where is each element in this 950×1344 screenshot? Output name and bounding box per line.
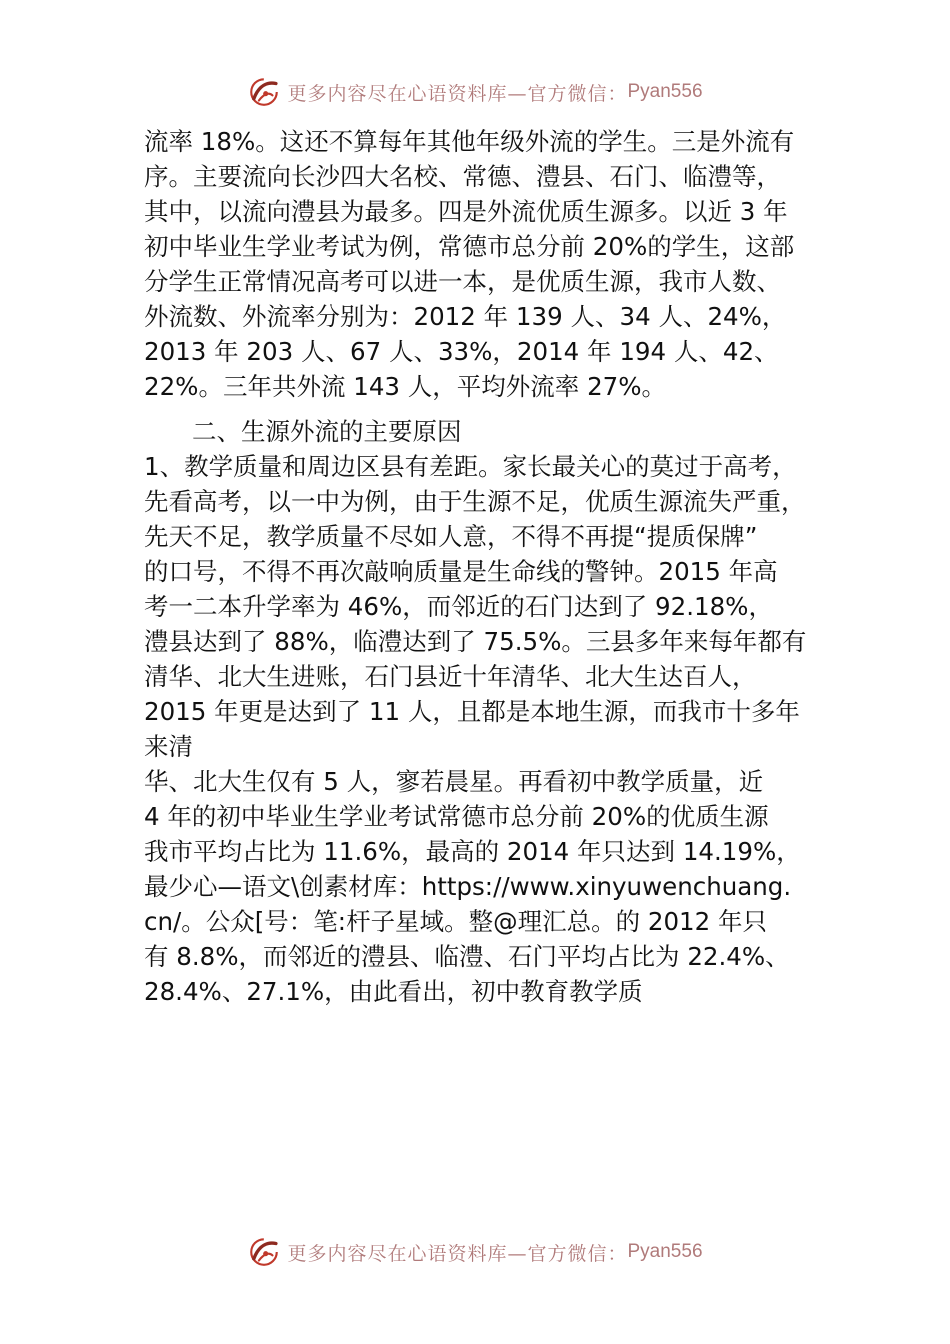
- banner-contact: Pyan556: [627, 81, 703, 102]
- brush-stroke-logo-icon: [247, 1235, 281, 1269]
- text-line: 我市平均占比为 11.6%，最高的 2014 年只达到 14.19%，: [144, 837, 801, 866]
- banner-text: 更多内容尽在心语资料库—官方微信：: [287, 1242, 628, 1265]
- text-line: 先天不足，教学质量不尽如人意，不得不再提“提质保牌”: [144, 522, 758, 551]
- text-line: cn/。公众[号：笔:杆子星域。整@理汇总。的 2012 年只: [144, 907, 767, 936]
- text-line: 有 8.8%，而邻近的澧县、临澧、石门平均占比为 22.4%、: [144, 942, 790, 971]
- text-line: 外流数、外流率分别为：2012 年 139 人、34 人、24%，: [144, 302, 787, 331]
- text-line: 22%。三年共外流 143 人，平均外流率 27%。: [144, 372, 667, 401]
- banner-text: 更多内容尽在心语资料库—官方微信：: [287, 82, 628, 105]
- text-line: 流率 18%。这还不算每年其他年级外流的学生。三是外流有: [144, 127, 795, 156]
- text-line: 1、教学质量和周边区县有差距。家长最关心的莫过于高考，: [144, 452, 797, 481]
- banner-contact: Pyan556: [627, 1241, 703, 1262]
- text-line: 来清: [144, 732, 193, 761]
- brush-stroke-logo-icon: [247, 75, 281, 109]
- text-line: 其中，以流向澧县为最多。四是外流优质生源多。以近 3 年: [144, 197, 788, 226]
- text-line: 先看高考，以一中为例，由于生源不足，优质生源流失严重，: [144, 487, 806, 516]
- text-line: 考一二本升学率为 46%，而邻近的石门达到了 92.18%，: [144, 592, 773, 621]
- text-line: 初中毕业生学业考试为例，常德市总分前 20%的学生，这部: [144, 232, 795, 261]
- text-line: 2015 年更是达到了 11 人，且都是本地生源，而我市十多年: [144, 697, 800, 726]
- text-line: 4 年的初中毕业生学业考试常德市总分前 20%的优质生源: [144, 802, 769, 831]
- document-body: [144, 124, 834, 1009]
- text-line: 华、北大生仅有 5 人，寥若晨星。再看初中教学质量，近: [144, 767, 764, 796]
- header-banner: [0, 72, 950, 112]
- text-line: 2013 年 203 人、67 人、33%，2014 年 194 人、42、: [144, 337, 779, 366]
- section-heading: 二、生源外流的主要原因: [192, 417, 462, 446]
- text-line: 澧县达到了 88%，临澧达到了 75.5%。三县多年来每年都有: [144, 627, 807, 656]
- text-line: 最少心—语文\创素材库：https://www.xinyuwenchuang.: [144, 872, 792, 901]
- text-line: 清华、北大生进账，石门县近十年清华、北大生达百人，: [144, 662, 757, 691]
- text-line: 分学生正常情况高考可以进一本，是优质生源，我市人数、: [144, 267, 781, 296]
- footer-banner: [0, 1232, 950, 1272]
- text-line: 28.4%、27.1%，由此看出，初中教育教学质: [144, 977, 643, 1006]
- text-line: 的口号，不得不再次敲响质量是生命线的警钟。2015 年高: [144, 557, 778, 586]
- text-line: 序。主要流向长沙四大名校、常德、澧县、石门、临澧等，: [144, 162, 781, 191]
